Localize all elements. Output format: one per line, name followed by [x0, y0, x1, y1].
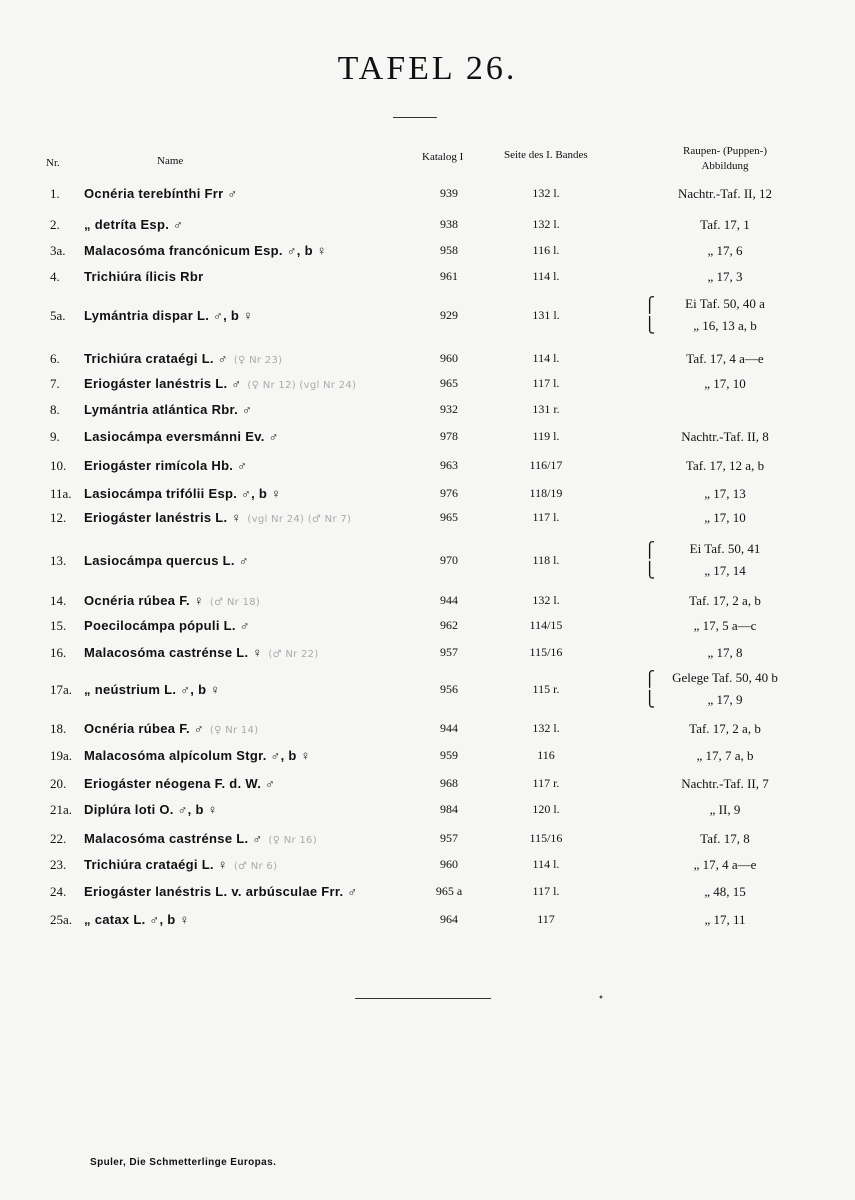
page-reference: 115 r. — [532, 682, 560, 696]
species-name — [84, 269, 203, 284]
table-row — [0, 486, 855, 506]
table-row — [0, 748, 855, 768]
table-row — [0, 618, 855, 638]
ink-speck: • — [598, 993, 604, 1004]
table-row — [0, 458, 855, 478]
species-name-text: „ detríta Esp. ♂ — [84, 217, 184, 232]
larva-figure-ref: Taf. 17, 4 a—e — [686, 351, 764, 366]
katalog-number: 962 — [440, 618, 458, 632]
species-name-text: Poecilocámpa pópuli L. ♂ — [84, 618, 250, 633]
handwritten-note: (♀ Nr 16) — [268, 835, 317, 846]
row-number: 5a. — [50, 308, 66, 323]
header-raupen-line2: Abbildung — [701, 160, 749, 172]
species-name — [84, 402, 252, 417]
page-reference: 117 l. — [532, 510, 560, 524]
row-number: 15. — [50, 618, 67, 633]
header-raupen-line1: Raupen- (Puppen-) — [682, 145, 767, 157]
page-reference: 132 l. — [532, 593, 560, 607]
larva-figure-ref: „ 17, 11 — [704, 912, 746, 927]
row-number: 23. — [50, 857, 67, 872]
page-reference: 117 — [537, 912, 555, 926]
handwritten-note: (♂ Nr 6) — [233, 861, 278, 872]
table-row — [0, 776, 855, 796]
species-name-text: Ocnéria rúbea F. ♀ — [84, 593, 204, 608]
katalog-number: 944 — [440, 593, 458, 607]
row-number: 8. — [50, 402, 60, 417]
table-row — [0, 802, 855, 822]
larva-figure-ref: Nachtr.-Taf. II, 12 — [677, 186, 773, 201]
larva-figure-ref: Ei Taf. 50, 40 a — [685, 296, 765, 311]
larva-figure-ref: „ 17, 4 a—e — [693, 857, 757, 872]
species-name — [84, 884, 357, 899]
larva-figure-ref: Taf. 17, 2 a, b — [689, 721, 761, 736]
larva-figure-ref: „ 17, 10 — [704, 376, 746, 391]
page-title: TAFEL 26. — [337, 50, 518, 87]
brace-mark: ⎩ — [644, 318, 656, 334]
species-name-text: Ocnéria rúbea F. ♂ — [84, 721, 204, 736]
katalog-number: 965 a — [435, 884, 463, 898]
katalog-number: 960 — [440, 351, 458, 365]
brace-mark: ⎧ — [644, 298, 656, 314]
row-number: 3a. — [50, 243, 66, 258]
species-name — [84, 186, 237, 201]
header-seite: Seite des I. Bandes — [504, 149, 588, 161]
row-number: 12. — [50, 510, 67, 525]
page-reference: 117 l. — [532, 884, 560, 898]
header-nr: Nr. — [46, 157, 60, 169]
species-name-text: Eriogáster lanéstris L. v. arbúsculae Frr. ♂ — [84, 884, 358, 899]
species-name — [84, 802, 218, 817]
species-name — [84, 486, 281, 501]
table-row — [0, 857, 855, 877]
table-row — [0, 243, 855, 263]
larva-figure-ref: „ 17, 10 — [704, 510, 746, 525]
larva-figure-ref: „ 16, 13 a, b — [693, 318, 757, 333]
row-number: 11a. — [50, 486, 72, 501]
table-row — [0, 884, 855, 904]
species-name-text: Eriogáster néogena F. d. W. ♂ — [84, 776, 276, 791]
katalog-number: 965 — [440, 510, 458, 524]
table-row — [0, 376, 855, 396]
species-name-text: Lasiocámpa trifólii Esp. ♂, b ♀ — [84, 486, 282, 501]
table-row — [0, 402, 855, 422]
katalog-number: 960 — [440, 857, 458, 871]
table-row — [0, 217, 855, 237]
page-reference: 116 l. — [532, 243, 560, 257]
brace-mark: ⎩ — [644, 563, 656, 579]
species-name — [84, 748, 311, 763]
species-name-text: Lymántria dispar L. ♂, b ♀ — [84, 308, 254, 323]
larva-figure-ref: Nachtr.-Taf. II, 8 — [681, 429, 769, 444]
species-name — [84, 618, 250, 633]
species-name — [84, 682, 220, 697]
row-number: 13. — [50, 553, 67, 568]
table-row — [0, 296, 855, 334]
handwritten-note: (♂ Nr 22) — [268, 649, 319, 660]
row-number: 25a. — [50, 912, 73, 927]
brace-mark: ⎧ — [644, 543, 656, 559]
page-reference: 118/19 — [529, 486, 563, 500]
larva-figure-ref: Taf. 17, 1 — [700, 217, 750, 232]
larva-figure-ref: Ei Taf. 50, 41 — [689, 541, 761, 556]
species-name — [84, 721, 258, 736]
page-reference: 132 l. — [532, 721, 560, 735]
row-number: 4. — [50, 269, 60, 284]
page-reference: 116/17 — [529, 458, 563, 472]
page-reference: 117 r. — [532, 776, 560, 790]
row-number: 16. — [50, 645, 67, 660]
species-name — [84, 458, 247, 473]
page-reference: 120 l. — [532, 802, 560, 816]
page-reference: 118 l. — [532, 553, 560, 567]
larva-figure-ref: „ 17, 3 — [707, 269, 743, 284]
katalog-number: 938 — [440, 217, 458, 231]
katalog-number: 932 — [440, 402, 458, 416]
species-name — [84, 308, 253, 323]
katalog-number: 957 — [440, 645, 458, 659]
species-name — [84, 912, 190, 927]
species-name — [84, 376, 356, 391]
species-name-text: Malacosóma francónicum Esp. ♂, b ♀ — [84, 243, 327, 258]
header-name: Name — [157, 155, 184, 167]
page-reference: 131 l. — [532, 308, 560, 322]
table-row — [0, 429, 855, 449]
species-name — [84, 351, 282, 366]
table-row — [0, 351, 855, 371]
species-name — [84, 243, 327, 258]
handwritten-note: (♂ Nr 18) — [209, 597, 261, 608]
table-row — [0, 645, 855, 665]
larva-figure-ref: Taf. 17, 2 a, b — [689, 593, 761, 608]
larva-figure-ref: „ 17, 8 — [707, 645, 743, 660]
species-name — [84, 217, 183, 232]
page-reference: 114 l. — [532, 269, 560, 283]
table-row — [0, 670, 855, 708]
page-reference: 114 l. — [532, 351, 560, 365]
larva-figure-ref: „ 17, 6 — [707, 243, 743, 258]
species-name-text: Lymántria atlántica Rbr. ♂ — [84, 402, 253, 417]
species-name — [84, 553, 249, 568]
katalog-number: 965 — [440, 376, 458, 390]
species-name-text: Malacosóma alpícolum Stgr. ♂, b ♀ — [84, 748, 311, 763]
row-number: 1. — [50, 186, 60, 201]
row-number: 2. — [50, 217, 60, 232]
species-name-text: Trichiúra ílicis Rbr — [84, 269, 204, 284]
page-reference: 116 — [537, 748, 555, 762]
page-reference: 132 l. — [532, 217, 560, 231]
row-number: 6. — [50, 351, 60, 366]
katalog-number: 964 — [440, 912, 458, 926]
species-name-text: Malacosóma castrénse L. ♂ — [84, 831, 263, 846]
handwritten-note: (vgl Nr 24) (♂ Nr 7) — [247, 514, 352, 525]
species-name-text: Eriogáster rimícola Hb. ♂ — [84, 458, 248, 473]
table-row — [0, 831, 855, 851]
table-row — [0, 541, 855, 579]
species-name-text: Lasiocámpa quercus L. ♂ — [84, 553, 249, 568]
katalog-number: 978 — [440, 429, 458, 443]
katalog-number: 959 — [440, 748, 458, 762]
larva-figure-ref: „ 17, 9 — [707, 692, 743, 707]
handwritten-note: (♀ Nr 23) — [233, 355, 283, 366]
row-number: 20. — [50, 776, 67, 791]
larva-figure-ref: Taf. 17, 8 — [700, 831, 750, 846]
page-reference: 131 r. — [532, 402, 560, 416]
katalog-number: 957 — [440, 831, 458, 845]
species-name-text: „ catax L. ♂, b ♀ — [84, 912, 190, 927]
species-name-text: Malacosóma castrénse L. ♀ — [84, 645, 263, 660]
species-name-text: Trichiúra crataégi L. ♀ — [84, 857, 228, 872]
species-name-text: „ neústrium L. ♂, b ♀ — [84, 682, 221, 697]
larva-figure-ref: „ 17, 13 — [704, 486, 746, 501]
species-name — [84, 645, 319, 660]
handwritten-note: (♀ Nr 14) — [209, 725, 259, 736]
title-divider — [393, 117, 437, 118]
katalog-number: 956 — [440, 682, 458, 696]
page-reference: 132 l. — [532, 186, 560, 200]
table-row — [0, 721, 855, 741]
katalog-number: 961 — [440, 269, 458, 283]
row-number: 17a. — [50, 682, 73, 697]
katalog-number: 976 — [440, 486, 458, 500]
katalog-number: 970 — [440, 553, 458, 567]
katalog-number: 944 — [440, 721, 458, 735]
larva-figure-ref: Gelege Taf. 50, 40 b — [672, 670, 778, 685]
table-row — [0, 912, 855, 932]
page-reference: 114 l. — [532, 857, 560, 871]
table-row — [0, 593, 855, 613]
katalog-number: 958 — [440, 243, 458, 257]
larva-figure-ref: „ 48, 15 — [704, 884, 746, 899]
species-name — [84, 429, 279, 444]
species-name-text: Eriogáster lanéstris L. ♂ — [84, 376, 242, 391]
larva-figure-ref: „ II, 9 — [709, 802, 741, 817]
species-name-text: Eriogáster lanéstris L. ♀ — [84, 510, 242, 525]
species-name-text: Lasiocámpa eversmánni Ev. ♂ — [84, 429, 279, 444]
row-number: 24. — [50, 884, 67, 899]
row-number: 7. — [50, 376, 60, 391]
species-name — [84, 510, 351, 525]
header-katalog: Katalog I — [422, 151, 464, 163]
species-name-text: Trichiúra crataégi L. ♂ — [84, 351, 228, 366]
species-name — [84, 776, 275, 791]
larva-figure-ref: „ 17, 14 — [704, 563, 746, 578]
row-number: 14. — [50, 593, 67, 608]
species-name — [84, 593, 260, 608]
page-reference: 115/16 — [529, 645, 563, 659]
species-name-text: Ocnéria terebínthi Frr ♂ — [84, 186, 238, 201]
katalog-number: 939 — [440, 186, 458, 200]
row-number: 10. — [50, 458, 67, 473]
page-reference: 119 l. — [532, 429, 560, 443]
row-number: 19a. — [50, 748, 73, 763]
katalog-number: 929 — [440, 308, 458, 322]
larva-figure-ref: „ 17, 7 a, b — [696, 748, 754, 763]
page-reference: 117 l. — [532, 376, 560, 390]
brace-mark: ⎧ — [644, 672, 656, 688]
table-row — [0, 510, 855, 530]
footer-source: Spuler, Die Schmetterlinge Europas. — [90, 1157, 277, 1168]
larva-figure-ref: Taf. 17, 12 a, b — [685, 458, 765, 473]
species-name — [84, 857, 277, 872]
larva-figure-ref: Nachtr.-Taf. II, 7 — [681, 776, 769, 791]
brace-mark: ⎩ — [644, 692, 656, 708]
row-number: 9. — [50, 429, 60, 444]
page-reference: 115/16 — [529, 831, 563, 845]
species-name — [84, 831, 317, 846]
row-number: 18. — [50, 721, 67, 736]
katalog-number: 963 — [440, 458, 458, 472]
katalog-number: 968 — [440, 776, 458, 790]
handwritten-note: (♀ Nr 12) (vgl Nr 24) — [247, 380, 357, 391]
row-number: 21a. — [50, 802, 73, 817]
katalog-number: 984 — [440, 802, 458, 816]
species-name-text: Diplúra loti O. ♂, b ♀ — [84, 802, 218, 817]
table-row — [0, 186, 855, 206]
bottom-divider — [355, 998, 491, 999]
larva-figure-ref: „ 17, 5 a—c — [693, 618, 757, 633]
page-reference: 114/15 — [529, 618, 563, 632]
table-row — [0, 269, 855, 289]
row-number: 22. — [50, 831, 67, 846]
